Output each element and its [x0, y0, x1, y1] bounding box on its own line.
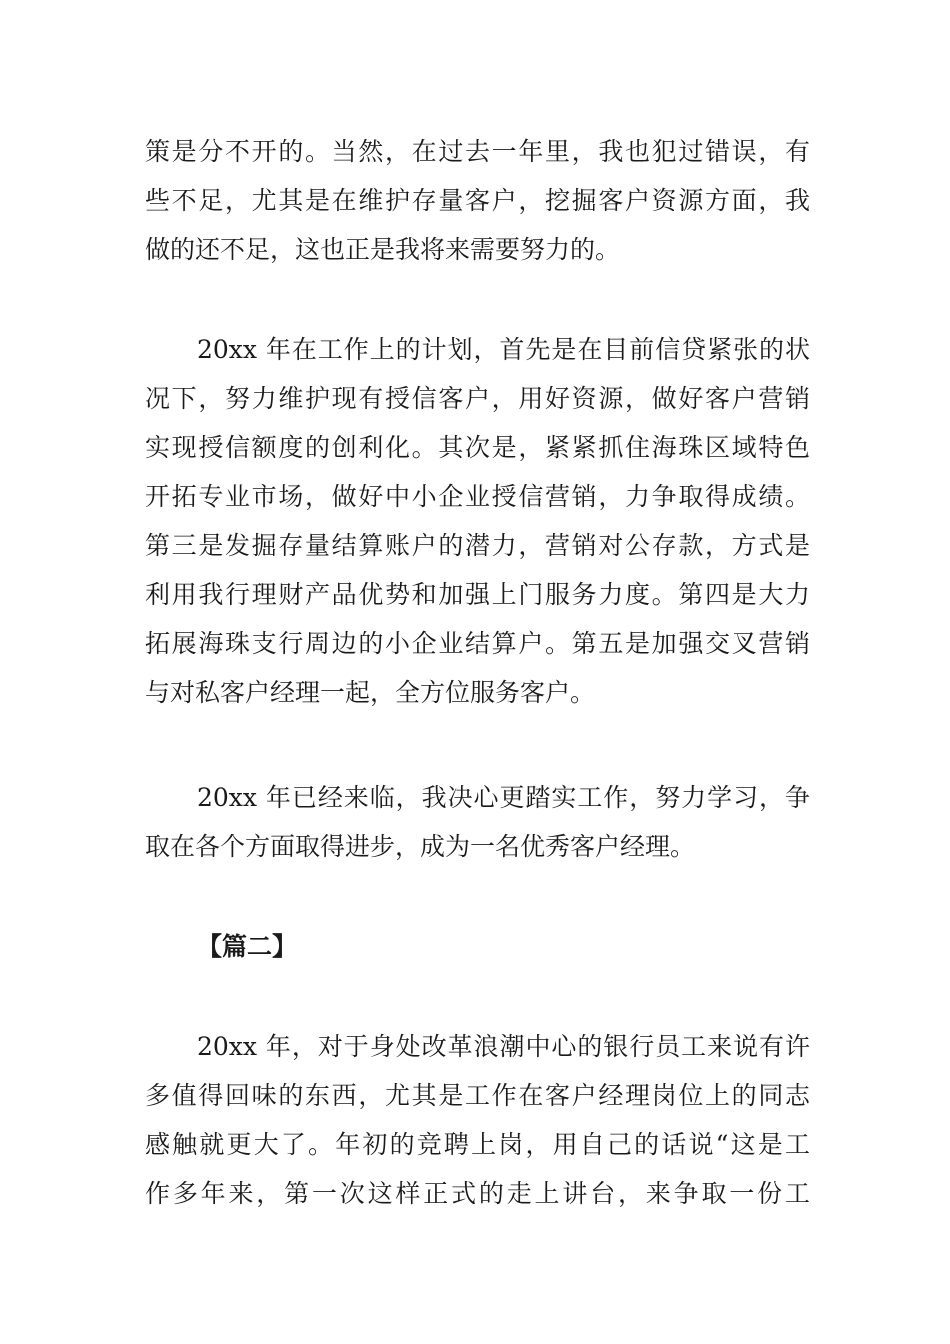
- paragraph-line: 第三是发掘存量结算账户的潜力，营销对公存款，方式是: [145, 531, 810, 560]
- paragraph-line: 取在各个方面取得进步，成为一名优秀客户经理。: [145, 832, 696, 861]
- paragraph-line: 些不足，尤其是在维护存量客户，挖掘客户资源方面，我: [145, 186, 810, 215]
- paragraph-line: 感触就更大了。年初的竞聘上岗，用自己的话说“这是工: [145, 1130, 810, 1159]
- paragraph-line: 利用我行理财产品优势和加强上门服务力度。第四是大力: [145, 580, 810, 609]
- paragraph-line: 20xx 年，对于身处改革浪潮中心的银行员工来说有许: [197, 1032, 810, 1061]
- paragraph-line: 况下，努力维护现有授信客户，用好资源，做好客户营销: [145, 384, 810, 413]
- paragraph-line: 开拓专业市场，做好中小企业授信营销，力争取得成绩。: [145, 482, 810, 511]
- paragraph-line: 20xx 年已经来临，我决心更踏实工作，努力学习，争: [197, 783, 810, 812]
- paragraph-line: 与对私客户经理一起，全方位服务客户。: [145, 678, 596, 707]
- paragraph-line: 多值得回味的东西，尤其是工作在客户经理岗位上的同志: [145, 1081, 810, 1110]
- paragraph-line: 做的还不足，这也正是我将来需要努力的。: [145, 235, 621, 264]
- paragraph-line: 策是分不开的。当然，在过去一年里，我也犯过错误，有: [145, 137, 810, 166]
- section-heading: 【篇二】: [197, 932, 298, 961]
- paragraph-line: 实现授信额度的创利化。其次是，紧紧抓住海珠区域特色: [145, 433, 810, 462]
- paragraph-line: 20xx 年在工作上的计划，首先是在目前信贷紧张的状: [197, 335, 810, 364]
- paragraph-line: 拓展海珠支行周边的小企业结算户。第五是加强交叉营销: [145, 629, 810, 658]
- paragraph-line: 作多年来，第一次这样正式的走上讲台，来争取一份工: [145, 1179, 810, 1208]
